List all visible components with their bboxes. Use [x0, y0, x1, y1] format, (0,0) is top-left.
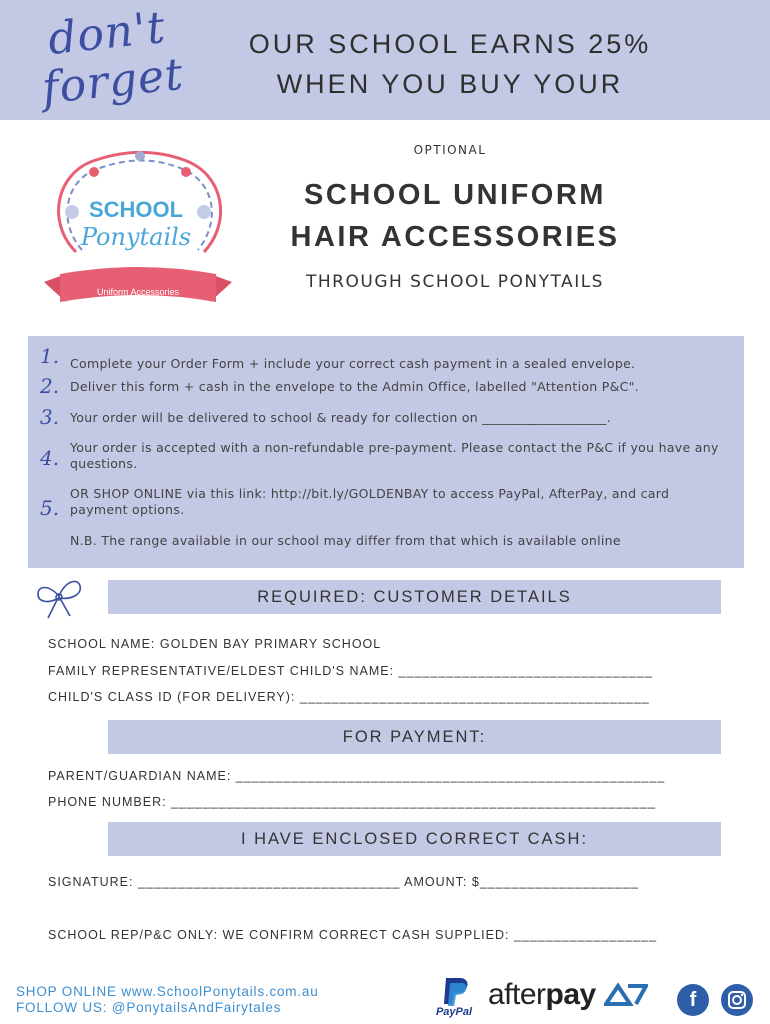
section-enclosed-cash: I HAVE ENCLOSED CORRECT CASH:: [108, 822, 721, 856]
afterpay-word-pay: pay: [545, 978, 596, 1011]
headline-line-2: WHEN YOU BUY YOUR: [276, 69, 624, 99]
class-id-field[interactable]: CHILD'S CLASS ID (FOR DELIVERY): ____________________________________________: [48, 690, 650, 704]
note-text: N.B. The range available in our school may differ from that which is available online: [70, 533, 621, 548]
step-text: Complete your Order Form + include your correct cash payment in a sealed envelope.: [70, 356, 636, 371]
optional-label: OPTIONAL: [413, 143, 487, 157]
section-customer-details: REQUIRED: CUSTOMER DETAILS: [108, 580, 721, 614]
subtitle: THROUGH SCHOOL PONYTAILS: [306, 272, 604, 292]
afterpay-logo: [488, 978, 648, 1012]
paypal-icon: [428, 976, 480, 1008]
school-ponytails-logo: [36, 142, 240, 312]
guardian-name-field[interactable]: PARENT/GUARDIAN NAME: ______________________________________________________: [48, 769, 666, 783]
family-representative-field[interactable]: FAMILY REPRESENTATIVE/ELDEST CHILD'S NAME: ________________________________: [48, 664, 654, 678]
phone-number-field[interactable]: PHONE NUMBER: _____________________________________________________________: [48, 795, 657, 809]
logo-text-ponytails: Ponytails: [80, 223, 192, 251]
section-for-payment: FOR PAYMENT:: [108, 720, 721, 754]
signature-amount-field[interactable]: SIGNATURE: _________________________________ AMOUNT: $____________________: [48, 875, 639, 889]
step-number: 4.: [40, 446, 60, 470]
step-text: Deliver this form + cash in the envelope to the Admin Office, labelled "Attention P&C".: [70, 379, 640, 394]
step-text: Your order is accepted with a non-refundable pre-payment. Please contact the P&C if you have any questions.: [70, 440, 719, 471]
school-name-field: SCHOOL NAME: GOLDEN BAY PRIMARY SCHOOL: [48, 637, 382, 651]
afterpay-word-after: after: [488, 978, 546, 1011]
dont-forget-script: [22, 1, 192, 115]
instagram-glyph: [721, 984, 753, 1016]
instructions-panel: [28, 336, 744, 568]
script-line-forget: forget: [39, 48, 186, 115]
facebook-icon[interactable]: f: [677, 984, 709, 1016]
step-number: 2.: [40, 374, 60, 398]
headline: [200, 24, 700, 104]
instagram-icon[interactable]: [721, 984, 753, 1016]
paypal-logo: [428, 976, 480, 1022]
main-title-line-2: HAIR ACCESSORIES: [290, 221, 620, 253]
footer-links: [16, 984, 319, 1016]
headline-line-1: OUR SCHOOL EARNS 25%: [248, 29, 652, 59]
step-number: 5.: [40, 496, 60, 520]
main-title-line-1: SCHOOL UNIFORM: [304, 179, 606, 211]
main-title: [250, 174, 660, 258]
paypal-wordmark: PayPal: [435, 1006, 473, 1018]
school-rep-confirm-field[interactable]: SCHOOL REP/P&C ONLY: WE CONFIRM CORRECT CASH SUPPLIED: __________________: [48, 928, 658, 942]
step-text: OR SHOP ONLINE via this link: http://bit.ly/GOLDENBAY to access PayPal, AfterPay, and card payment options.: [70, 486, 670, 517]
step-text: Your order will be delivered to school & ready for collection on ___________________.: [70, 410, 611, 425]
bow-icon: [34, 574, 84, 622]
shop-online-link[interactable]: SHOP ONLINE www.SchoolPonytails.com.au: [16, 984, 319, 999]
step-number: 1.: [40, 344, 60, 368]
afterpay-arrows-icon: [604, 982, 648, 1006]
step-number: 3.: [40, 405, 60, 429]
logo-text-school: SCHOOL: [88, 197, 184, 222]
logo-ribbon-text: Uniform Accessories: [96, 287, 180, 297]
follow-us-link[interactable]: FOLLOW US: @PonytailsAndFairytales: [16, 1000, 282, 1015]
script-line-dont: don't: [45, 1, 169, 66]
